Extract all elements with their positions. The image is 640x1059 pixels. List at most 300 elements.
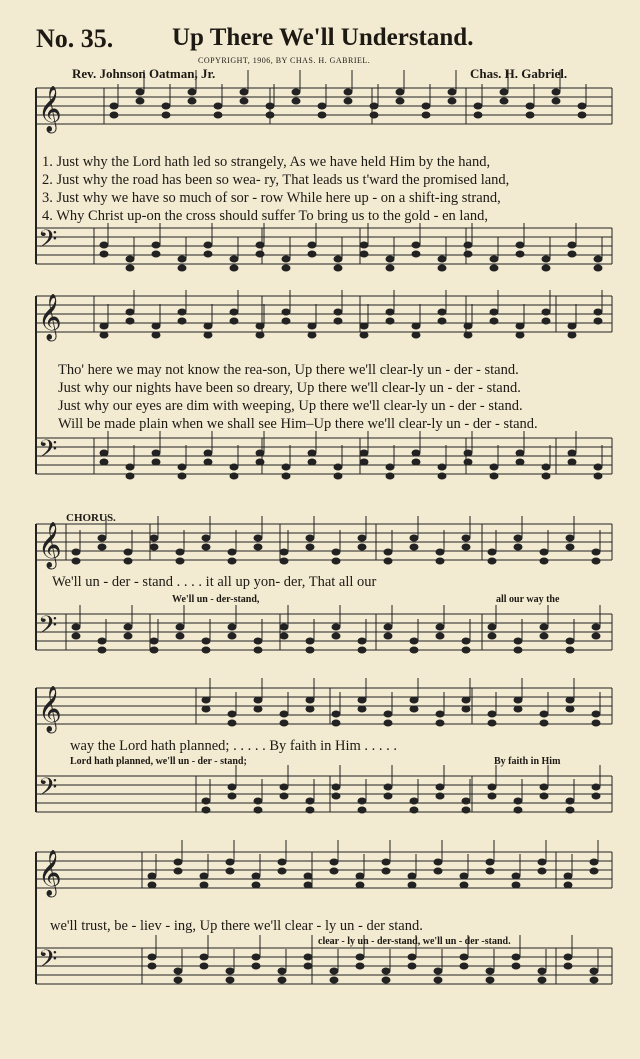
note-head	[252, 882, 261, 889]
note-head	[148, 882, 157, 889]
note-head	[526, 112, 535, 119]
note-head	[592, 711, 601, 718]
note-head	[204, 450, 213, 457]
note-head	[306, 706, 315, 713]
note-head	[110, 112, 119, 119]
note-head	[408, 882, 417, 889]
note-head	[230, 473, 239, 480]
note-head	[538, 859, 547, 866]
note-head	[178, 318, 187, 325]
note-head	[136, 98, 145, 105]
note-head	[256, 323, 265, 330]
note-head	[490, 265, 499, 272]
note-head	[448, 89, 457, 96]
chorus-line-2-bass-2: By faith in Him	[494, 756, 561, 767]
note-head	[412, 251, 421, 258]
bass-clef-icon: 𝄢	[38, 945, 58, 980]
note-head	[460, 954, 469, 961]
note-head	[422, 103, 431, 110]
note-head	[214, 103, 223, 110]
note-head	[410, 706, 419, 713]
note-head	[330, 968, 339, 975]
note-head	[514, 535, 523, 542]
chorus-line-1-bass: We'll un - der-stand,	[172, 594, 260, 605]
note-head	[202, 706, 211, 713]
note-head	[410, 535, 419, 542]
note-head	[150, 544, 159, 551]
note-head	[564, 963, 573, 970]
note-head	[410, 544, 419, 551]
note-head	[590, 859, 599, 866]
note-head	[412, 450, 421, 457]
note-head	[410, 798, 419, 805]
note-head	[266, 112, 275, 119]
hymn-number: No. 35.	[36, 24, 114, 53]
note-head	[332, 624, 341, 631]
note-head	[540, 624, 549, 631]
note-head	[422, 112, 431, 119]
treble-clef-icon: 𝄞	[38, 686, 62, 732]
treble-clef-icon: 𝄞	[38, 850, 62, 896]
note-head	[176, 624, 185, 631]
note-head	[228, 624, 237, 631]
note-head	[594, 318, 603, 325]
note-head	[332, 549, 341, 556]
note-head	[188, 98, 197, 105]
bass-clef-icon: 𝄢	[38, 225, 58, 260]
note-head	[462, 638, 471, 645]
note-head	[148, 954, 157, 961]
note-head	[254, 798, 263, 805]
note-head	[256, 242, 265, 249]
note-head	[512, 882, 521, 889]
note-head	[282, 265, 291, 272]
note-head	[256, 251, 265, 258]
note-head	[592, 558, 601, 565]
note-head	[486, 977, 495, 984]
note-head	[566, 807, 575, 814]
note-head	[228, 558, 237, 565]
note-head	[126, 464, 135, 471]
composer-credit: Chas. H. Gabriel.	[470, 66, 568, 81]
note-head	[98, 544, 107, 551]
note-head	[308, 251, 317, 258]
note-head	[434, 859, 443, 866]
note-head	[384, 624, 393, 631]
note-head	[358, 706, 367, 713]
note-head	[306, 638, 315, 645]
note-head	[200, 963, 209, 970]
note-head	[566, 535, 575, 542]
note-head	[540, 793, 549, 800]
note-head	[98, 535, 107, 542]
note-head	[412, 459, 421, 466]
note-head	[334, 473, 343, 480]
note-head	[292, 98, 301, 105]
note-head	[204, 459, 213, 466]
note-head	[178, 464, 187, 471]
note-head	[204, 323, 213, 330]
note-head	[488, 624, 497, 631]
note-head	[542, 473, 551, 480]
note-head	[152, 450, 161, 457]
note-head	[488, 720, 497, 727]
note-head	[382, 977, 391, 984]
note-head	[344, 89, 353, 96]
chorus-line-3-bass: clear - ly un - der-stand, we'll un - der -stand.	[318, 936, 511, 947]
note-head	[542, 464, 551, 471]
note-head	[434, 977, 443, 984]
note-head	[386, 464, 395, 471]
note-head	[438, 473, 447, 480]
note-head	[486, 968, 495, 975]
note-head	[126, 256, 135, 263]
note-head	[490, 256, 499, 263]
note-head	[254, 697, 263, 704]
note-head	[330, 868, 339, 875]
note-head	[230, 309, 239, 316]
note-head	[436, 558, 445, 565]
treble-clef-icon: 𝄞	[38, 86, 62, 132]
note-head	[564, 954, 573, 961]
note-head	[304, 882, 313, 889]
note-head	[384, 784, 393, 791]
note-head	[500, 98, 509, 105]
note-head	[174, 859, 183, 866]
note-head	[98, 638, 107, 645]
note-head	[412, 242, 421, 249]
note-head	[460, 873, 469, 880]
note-head	[202, 638, 211, 645]
note-head	[436, 624, 445, 631]
note-head	[490, 464, 499, 471]
note-head	[72, 624, 81, 631]
note-head	[332, 784, 341, 791]
note-head	[516, 251, 525, 258]
note-head	[126, 265, 135, 272]
note-head	[254, 807, 263, 814]
chorus-line-1-bass-2: all our way the	[496, 594, 560, 605]
note-head	[126, 309, 135, 316]
note-head	[566, 798, 575, 805]
note-head	[280, 784, 289, 791]
note-head	[464, 459, 473, 466]
note-head	[490, 473, 499, 480]
note-head	[592, 720, 601, 727]
note-head	[162, 103, 171, 110]
note-head	[226, 868, 235, 875]
chorus-line-2: way the Lord hath planned; . . . . . By faith in Him . . . . .	[70, 738, 398, 754]
note-head	[462, 798, 471, 805]
note-head	[592, 549, 601, 556]
note-head	[306, 647, 315, 654]
note-head	[488, 784, 497, 791]
note-head	[488, 633, 497, 640]
note-head	[488, 558, 497, 565]
note-head	[126, 473, 135, 480]
note-head	[124, 633, 133, 640]
note-head	[266, 103, 275, 110]
note-head	[386, 473, 395, 480]
note-head	[514, 638, 523, 645]
note-head	[306, 697, 315, 704]
note-head	[436, 784, 445, 791]
note-head	[254, 638, 263, 645]
note-head	[490, 309, 499, 316]
note-head	[282, 309, 291, 316]
note-head	[500, 89, 509, 96]
note-head	[526, 103, 535, 110]
note-head	[306, 807, 315, 814]
note-head	[280, 549, 289, 556]
note-head	[486, 868, 495, 875]
note-head	[436, 720, 445, 727]
note-head	[230, 265, 239, 272]
note-head	[318, 103, 327, 110]
note-head	[462, 647, 471, 654]
note-head	[100, 323, 109, 330]
note-head	[462, 706, 471, 713]
note-head	[488, 549, 497, 556]
note-head	[540, 711, 549, 718]
note-head	[124, 558, 133, 565]
note-head	[174, 977, 183, 984]
note-head	[230, 318, 239, 325]
note-head	[436, 711, 445, 718]
note-head	[278, 868, 287, 875]
note-head	[512, 954, 521, 961]
note-head	[386, 318, 395, 325]
note-head	[256, 459, 265, 466]
note-head	[152, 332, 161, 339]
note-head	[178, 265, 187, 272]
note-head	[408, 963, 417, 970]
note-head	[538, 977, 547, 984]
note-head	[282, 318, 291, 325]
note-head	[282, 473, 291, 480]
bass-clef-icon: 𝄢	[38, 611, 58, 646]
note-head	[278, 859, 287, 866]
note-head	[306, 535, 315, 542]
note-head	[384, 558, 393, 565]
note-head	[226, 977, 235, 984]
note-head	[438, 256, 447, 263]
note-head	[334, 265, 343, 272]
note-head	[174, 868, 183, 875]
note-head	[358, 697, 367, 704]
note-head	[152, 323, 161, 330]
note-head	[552, 89, 561, 96]
note-head	[490, 318, 499, 325]
note-head	[540, 784, 549, 791]
note-head	[188, 89, 197, 96]
note-head	[228, 784, 237, 791]
note-head	[72, 549, 81, 556]
note-head	[370, 103, 379, 110]
note-head	[98, 647, 107, 654]
note-head	[396, 98, 405, 105]
treble-clef-icon: 𝄞	[38, 294, 62, 340]
note-head	[410, 697, 419, 704]
note-head	[226, 968, 235, 975]
note-head	[438, 318, 447, 325]
note-head	[592, 633, 601, 640]
note-head	[228, 633, 237, 640]
note-head	[252, 954, 261, 961]
note-head	[254, 544, 263, 551]
note-head	[360, 251, 369, 258]
note-head	[240, 89, 249, 96]
note-head	[360, 242, 369, 249]
note-head	[568, 459, 577, 466]
note-head	[332, 711, 341, 718]
note-head	[438, 464, 447, 471]
note-head	[202, 798, 211, 805]
note-head	[356, 963, 365, 970]
note-head	[462, 535, 471, 542]
note-head	[514, 706, 523, 713]
note-head	[176, 549, 185, 556]
note-head	[460, 882, 469, 889]
note-head	[462, 807, 471, 814]
verse-1-line-2: Tho' here we may not know the rea-son, Up there we'll clear-ly un - der - stand.	[58, 362, 519, 378]
note-head	[412, 332, 421, 339]
note-head	[360, 323, 369, 330]
note-head	[594, 256, 603, 263]
note-head	[150, 535, 159, 542]
note-head	[382, 868, 391, 875]
note-head	[308, 450, 317, 457]
note-head	[566, 647, 575, 654]
note-head	[358, 638, 367, 645]
note-head	[538, 868, 547, 875]
note-head	[360, 332, 369, 339]
note-head	[278, 977, 287, 984]
note-head	[202, 697, 211, 704]
note-head	[280, 624, 289, 631]
note-head	[516, 332, 525, 339]
note-head	[358, 544, 367, 551]
note-head	[100, 251, 109, 258]
note-head	[358, 647, 367, 654]
note-head	[148, 963, 157, 970]
note-head	[488, 793, 497, 800]
lyricist-credit: Rev. Johnson Oatman, Jr.	[72, 66, 216, 81]
note-head	[474, 112, 483, 119]
note-head	[540, 633, 549, 640]
note-head	[464, 251, 473, 258]
note-head	[214, 112, 223, 119]
note-head	[410, 807, 419, 814]
note-head	[306, 798, 315, 805]
note-head	[204, 242, 213, 249]
note-head	[488, 711, 497, 718]
note-head	[152, 251, 161, 258]
note-head	[396, 89, 405, 96]
note-head	[578, 112, 587, 119]
bass-clef-icon: 𝄢	[38, 435, 58, 470]
note-head	[592, 624, 601, 631]
note-head	[334, 318, 343, 325]
note-head	[330, 977, 339, 984]
note-head	[308, 459, 317, 466]
note-head	[162, 112, 171, 119]
note-head	[204, 332, 213, 339]
verse-4-line-2: Will be made plain when we shall see Him–Up there we'll clear-ly un - der - stand.	[58, 416, 538, 432]
note-head	[514, 798, 523, 805]
note-head	[202, 647, 211, 654]
note-head	[540, 720, 549, 727]
note-head	[280, 558, 289, 565]
note-head	[332, 720, 341, 727]
note-head	[330, 859, 339, 866]
note-head	[228, 711, 237, 718]
note-head	[282, 464, 291, 471]
note-head	[152, 459, 161, 466]
note-head	[464, 332, 473, 339]
note-head	[202, 807, 211, 814]
note-head	[334, 464, 343, 471]
note-head	[358, 807, 367, 814]
note-head	[204, 251, 213, 258]
note-head	[464, 450, 473, 457]
note-head	[410, 638, 419, 645]
note-head	[464, 242, 473, 249]
chorus-label: CHORUS.	[66, 512, 116, 524]
note-head	[568, 242, 577, 249]
note-head	[176, 633, 185, 640]
note-head	[382, 968, 391, 975]
note-head	[464, 323, 473, 330]
note-head	[434, 968, 443, 975]
note-head	[228, 549, 237, 556]
note-head	[516, 323, 525, 330]
note-head	[174, 968, 183, 975]
note-head	[72, 558, 81, 565]
note-head	[568, 251, 577, 258]
note-head	[100, 332, 109, 339]
note-head	[256, 332, 265, 339]
note-head	[334, 256, 343, 263]
note-head	[176, 558, 185, 565]
note-head	[226, 859, 235, 866]
note-head	[228, 793, 237, 800]
note-head	[304, 873, 313, 880]
note-head	[200, 882, 209, 889]
note-head	[590, 968, 599, 975]
note-head	[514, 697, 523, 704]
note-head	[514, 807, 523, 814]
note-head	[360, 459, 369, 466]
note-head	[384, 793, 393, 800]
note-head	[254, 706, 263, 713]
note-head	[542, 309, 551, 316]
note-head	[72, 633, 81, 640]
note-head	[594, 309, 603, 316]
note-head	[462, 697, 471, 704]
note-head	[592, 793, 601, 800]
note-head	[252, 873, 261, 880]
note-head	[568, 332, 577, 339]
note-head	[540, 549, 549, 556]
verse-3-line-2: Just why our eyes are dim with weeping, Up there we'll clear-ly un - der - stand.	[58, 398, 523, 414]
note-head	[178, 309, 187, 316]
note-head	[278, 968, 287, 975]
copyright-notice: COPYRIGHT, 1906, BY CHAS. H. GABRIEL.	[198, 56, 371, 65]
note-head	[594, 265, 603, 272]
note-head	[254, 535, 263, 542]
note-head	[566, 638, 575, 645]
